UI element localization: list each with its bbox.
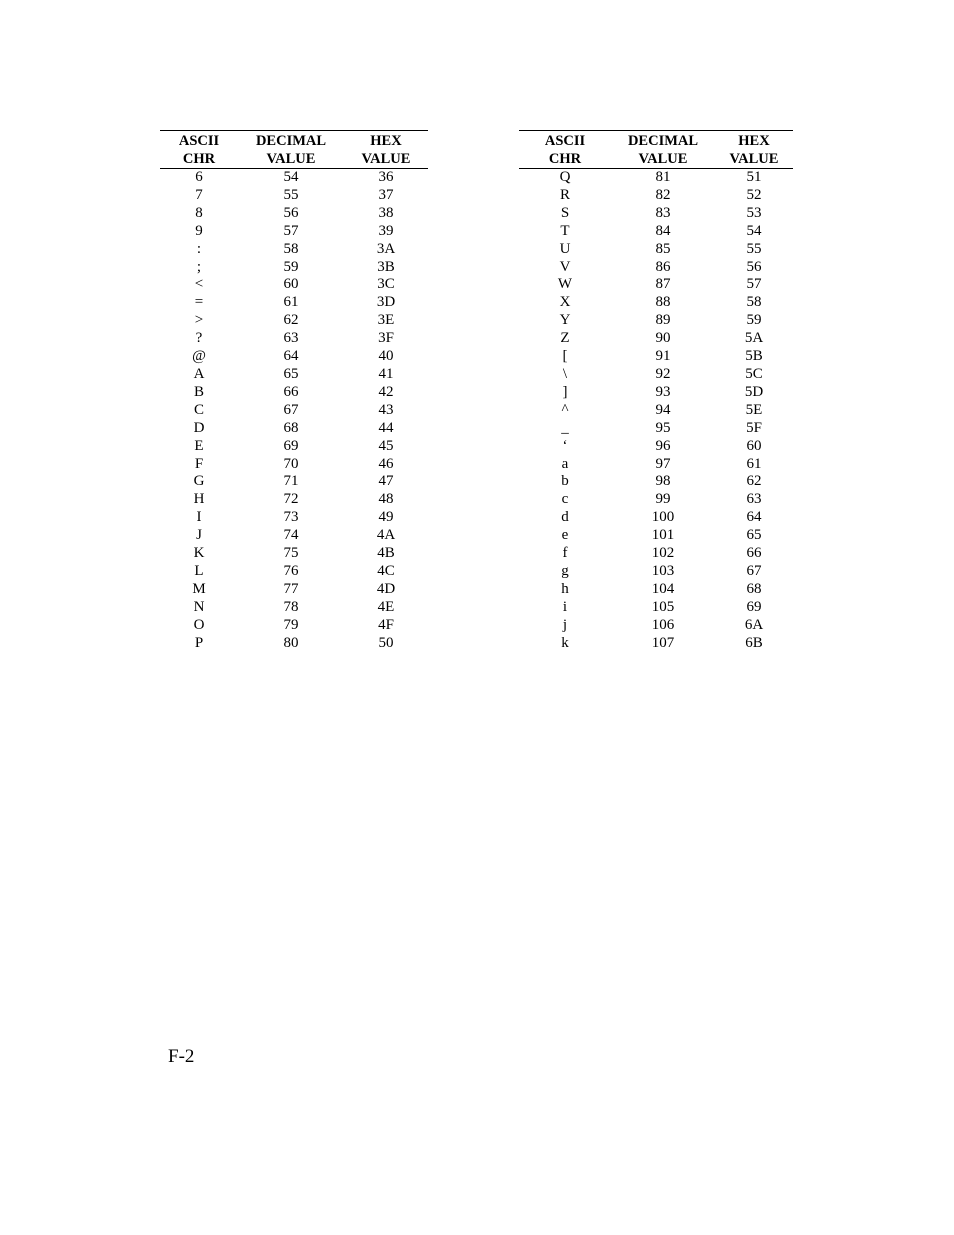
table-row [519, 420, 793, 438]
hex-value-cell: 61 [746, 455, 762, 472]
hex-value-cell: 37 [378, 186, 394, 203]
ascii-chr-cell: g [561, 562, 569, 579]
ascii-chr-cell: M [192, 580, 206, 597]
ascii-chr-cell: 7 [195, 186, 203, 203]
hex-value-cell: 3F [378, 330, 394, 347]
hex-value-cell: 64 [746, 509, 762, 526]
table-row [160, 635, 428, 653]
ascii-chr-cell: P [194, 634, 204, 651]
table-row [160, 223, 428, 241]
hex-value-cell: 47 [378, 473, 394, 490]
table-row [519, 187, 793, 205]
table-row [160, 599, 428, 617]
ascii-chr-cell: S [560, 204, 570, 221]
table-row [160, 527, 428, 545]
hex-value-cell: 4E [377, 598, 395, 615]
ascii-chr-cell: 8 [195, 204, 203, 221]
decimal-value-cell: 88 [655, 294, 671, 311]
hex-value-cell: 42 [378, 383, 394, 400]
ascii-chr-cell: B [193, 383, 204, 400]
table-row [519, 456, 793, 474]
table-row [160, 187, 428, 205]
header-ascii-chr: ASCII [160, 131, 238, 151]
table-row [519, 348, 793, 366]
decimal-value-cell: 102 [651, 545, 675, 562]
decimal-value-cell: 89 [655, 312, 671, 329]
hex-value-cell: 3A [376, 240, 396, 257]
hex-value-cell: 5D [744, 383, 764, 400]
decimal-value-cell: 91 [655, 348, 671, 365]
hex-value-cell: 60 [746, 437, 762, 454]
table-row [519, 330, 793, 348]
decimal-value-cell: 55 [283, 186, 299, 203]
table-row [160, 259, 428, 277]
ascii-chr-cell: R [559, 186, 570, 203]
ascii-chr-cell: ? [195, 330, 203, 347]
table-row [160, 617, 428, 635]
hex-value-cell: 40 [378, 348, 394, 365]
hex-value-cell: 49 [378, 509, 394, 526]
decimal-value-cell: 66 [283, 383, 299, 400]
ascii-chr-cell: e [561, 527, 569, 544]
header-ascii-chr: ASCII [519, 131, 611, 151]
ascii-chr-cell: E [194, 437, 204, 454]
decimal-value-cell: 105 [651, 598, 675, 615]
decimal-value-cell: 93 [655, 383, 671, 400]
table-row [519, 473, 793, 491]
table-row [519, 276, 793, 294]
decimal-value-cell: 97 [655, 455, 671, 472]
decimal-value-cell: 54 [283, 169, 299, 185]
hex-value-cell: 3B [377, 258, 395, 275]
header-decimal-value: DECIMAL [238, 131, 344, 151]
hex-value-cell: 4B [377, 545, 395, 562]
hex-value-cell: 5C [745, 365, 763, 382]
hex-value-cell: 6A [744, 616, 764, 633]
ascii-chr-cell: < [194, 276, 204, 293]
decimal-value-cell: 107 [651, 634, 675, 651]
decimal-value-cell: 74 [283, 527, 299, 544]
table-row [160, 420, 428, 438]
hex-value-cell: 56 [746, 258, 762, 275]
ascii-chr-cell: V [559, 258, 571, 275]
ascii-chr-cell: h [561, 580, 569, 597]
hex-value-cell: 58 [746, 294, 762, 311]
table-row [160, 473, 428, 491]
decimal-value-cell: 85 [655, 240, 671, 257]
decimal-value-cell: 71 [283, 473, 299, 490]
decimal-value-cell: 58 [283, 240, 299, 257]
ascii-chr-cell: X [559, 294, 571, 311]
decimal-value-cell: 87 [655, 276, 671, 293]
decimal-value-cell: 76 [283, 562, 299, 579]
decimal-value-cell: 68 [283, 419, 299, 436]
ascii-chr-cell: J [196, 527, 202, 544]
table-row [519, 581, 793, 599]
decimal-value-cell: 101 [651, 527, 675, 544]
table-row [160, 205, 428, 223]
page-number: F-2 [168, 1046, 195, 1067]
table-row [160, 384, 428, 402]
hex-value-cell: 66 [746, 545, 762, 562]
decimal-value-cell: 81 [655, 169, 671, 185]
table-row [519, 205, 793, 223]
table-row [519, 617, 793, 635]
ascii-chr-cell: = [194, 294, 204, 311]
ascii-chr-cell: j [562, 616, 568, 633]
ascii-chr-cell: i [562, 598, 568, 615]
ascii-chr-cell: L [194, 562, 204, 579]
ascii-chr-cell: [ [562, 348, 568, 365]
hex-value-cell: 39 [378, 222, 394, 239]
decimal-value-cell: 84 [655, 222, 671, 239]
ascii-chr-cell: H [193, 491, 205, 508]
table-row [160, 563, 428, 581]
ascii-chr-cell: : [196, 240, 202, 257]
table-row [519, 366, 793, 384]
hex-value-cell: 54 [746, 222, 762, 239]
ascii-chr-cell: I [196, 509, 202, 526]
decimal-value-cell: 72 [283, 491, 299, 508]
table-row [160, 456, 428, 474]
table-row [519, 545, 793, 563]
hex-value-cell: 48 [378, 491, 394, 508]
hex-value-cell: 50 [378, 634, 394, 651]
hex-value-cell: 65 [746, 527, 762, 544]
decimal-value-cell: 100 [651, 509, 675, 526]
decimal-value-cell: 69 [283, 437, 299, 454]
decimal-value-cell: 61 [283, 294, 299, 311]
decimal-value-cell: 62 [283, 312, 299, 329]
ascii-chr-cell: Y [559, 312, 571, 329]
decimal-value-cell: 95 [655, 419, 671, 436]
table-row [160, 348, 428, 366]
decimal-value-cell: 78 [283, 598, 299, 615]
decimal-value-cell: 64 [283, 348, 299, 365]
hex-value-cell: 43 [378, 401, 394, 418]
table-row [160, 402, 428, 420]
ascii-chr-cell: k [561, 634, 569, 651]
table-row [519, 259, 793, 277]
hex-value-cell: 5A [744, 330, 764, 347]
table-row [160, 438, 428, 456]
ascii-chr-cell: ‘ [562, 437, 568, 454]
decimal-value-cell: 103 [651, 562, 675, 579]
decimal-value-cell: 83 [655, 204, 671, 221]
decimal-value-cell: 106 [651, 616, 675, 633]
table-row [519, 527, 793, 545]
table-row [160, 581, 428, 599]
hex-value-cell: 5F [746, 419, 762, 436]
ascii-chr-cell: ^ [561, 401, 569, 418]
decimal-value-cell: 59 [283, 258, 299, 275]
ascii-chr-cell: \ [562, 365, 568, 382]
table-row [160, 330, 428, 348]
ascii-chr-cell: d [561, 509, 569, 526]
ascii-chr-cell: ; [196, 258, 202, 275]
decimal-value-cell: 96 [655, 437, 671, 454]
table-row [160, 491, 428, 509]
decimal-value-cell: 56 [283, 204, 299, 221]
header-decimal-value: DECIMAL [611, 131, 715, 151]
decimal-value-cell: 63 [283, 330, 299, 347]
decimal-value-cell: 57 [283, 222, 299, 239]
hex-value-cell: 5B [745, 348, 763, 365]
header-hex-value: HEX [344, 131, 428, 151]
ascii-chr-cell: Q [559, 169, 571, 185]
header-hex-value: HEX [715, 131, 793, 151]
table-row [160, 545, 428, 563]
ascii-chr-cell: 6 [195, 169, 203, 185]
table-row [160, 169, 428, 187]
decimal-value-cell: 99 [655, 491, 671, 508]
hex-value-cell: 3C [377, 276, 395, 293]
hex-value-cell: 57 [746, 276, 762, 293]
header-hex-value-line2: VALUE [715, 151, 793, 169]
decimal-value-cell: 80 [283, 634, 299, 651]
ascii-chr-cell: ] [562, 383, 568, 400]
decimal-value-cell: 73 [283, 509, 299, 526]
ascii-chr-cell: @ [192, 348, 206, 365]
decimal-value-cell: 67 [283, 401, 299, 418]
hex-value-cell: 4D [376, 580, 396, 597]
ascii-chr-cell: A [193, 365, 205, 382]
ascii-chr-cell: _ [561, 419, 569, 436]
table-row [519, 599, 793, 617]
table-row [519, 509, 793, 527]
ascii-chr-cell: K [193, 545, 205, 562]
ascii-chr-cell: N [193, 598, 205, 615]
decimal-value-cell: 77 [283, 580, 299, 597]
ascii-chr-cell: f [562, 545, 568, 562]
hex-value-cell: 53 [746, 204, 762, 221]
decimal-value-cell: 82 [655, 186, 671, 203]
hex-value-cell: 4C [377, 562, 395, 579]
ascii-chr-cell: F [194, 455, 204, 472]
hex-value-cell: 41 [378, 365, 394, 382]
table-row [519, 438, 793, 456]
hex-value-cell: 52 [746, 186, 762, 203]
hex-value-cell: 68 [746, 580, 762, 597]
table-row [160, 312, 428, 330]
hex-value-cell: 62 [746, 473, 762, 490]
hex-value-cell: 38 [378, 204, 394, 221]
hex-value-cell: 36 [378, 169, 394, 185]
decimal-value-cell: 70 [283, 455, 299, 472]
hex-value-cell: 55 [746, 240, 762, 257]
hex-value-cell: 6B [745, 634, 763, 651]
decimal-value-cell: 104 [651, 580, 675, 597]
decimal-value-cell: 65 [283, 365, 299, 382]
header-decimal-value-line2: VALUE [611, 151, 715, 169]
hex-value-cell: 67 [746, 562, 762, 579]
header-decimal-value-line2: VALUE [238, 151, 344, 169]
hex-value-cell: 4F [378, 616, 394, 633]
ascii-chr-cell: c [561, 491, 569, 508]
ascii-chr-cell: D [193, 419, 205, 436]
hex-value-cell: 3D [376, 294, 396, 311]
table-row [519, 169, 793, 187]
table-row [160, 509, 428, 527]
ascii-chr-cell: W [557, 276, 573, 293]
ascii-chr-cell: G [193, 473, 205, 490]
decimal-value-cell: 92 [655, 365, 671, 382]
decimal-value-cell: 86 [655, 258, 671, 275]
table-row [519, 635, 793, 653]
decimal-value-cell: 94 [655, 401, 671, 418]
ascii-table-right [519, 130, 793, 652]
ascii-table-left [160, 130, 428, 652]
hex-value-cell: 4A [376, 527, 396, 544]
hex-value-cell: 69 [746, 598, 762, 615]
hex-value-cell: 46 [378, 455, 394, 472]
table-row [519, 223, 793, 241]
decimal-value-cell: 98 [655, 473, 671, 490]
table-row [519, 563, 793, 581]
ascii-chr-cell: 9 [195, 222, 203, 239]
hex-value-cell: 5E [745, 401, 763, 418]
decimal-value-cell: 75 [283, 545, 299, 562]
decimal-value-cell: 90 [655, 330, 671, 347]
hex-value-cell: 44 [378, 419, 394, 436]
ascii-chr-cell: > [194, 312, 204, 329]
ascii-chr-cell: T [560, 222, 570, 239]
table-row [519, 312, 793, 330]
table-row [160, 366, 428, 384]
decimal-value-cell: 79 [283, 616, 299, 633]
table-row [519, 491, 793, 509]
ascii-chr-cell: Z [560, 330, 570, 347]
table-row [160, 276, 428, 294]
ascii-chr-cell: C [193, 401, 204, 418]
header-ascii-chr-line2: CHR [519, 151, 611, 169]
table-row [160, 294, 428, 312]
ascii-chr-cell: O [193, 616, 205, 633]
header-ascii-chr-line2: CHR [160, 151, 238, 169]
table-row [160, 241, 428, 259]
hex-value-cell: 45 [378, 437, 394, 454]
ascii-chr-cell: a [561, 455, 569, 472]
table-row [519, 384, 793, 402]
header-hex-value-line2: VALUE [344, 151, 428, 169]
table-row [519, 241, 793, 259]
table-row [519, 294, 793, 312]
ascii-chr-cell: b [561, 473, 569, 490]
ascii-chr-cell: U [559, 240, 571, 257]
hex-value-cell: 3E [377, 312, 395, 329]
hex-value-cell: 59 [746, 312, 762, 329]
hex-value-cell: 63 [746, 491, 762, 508]
table-row [519, 402, 793, 420]
decimal-value-cell: 60 [283, 276, 299, 293]
hex-value-cell: 51 [746, 169, 762, 185]
